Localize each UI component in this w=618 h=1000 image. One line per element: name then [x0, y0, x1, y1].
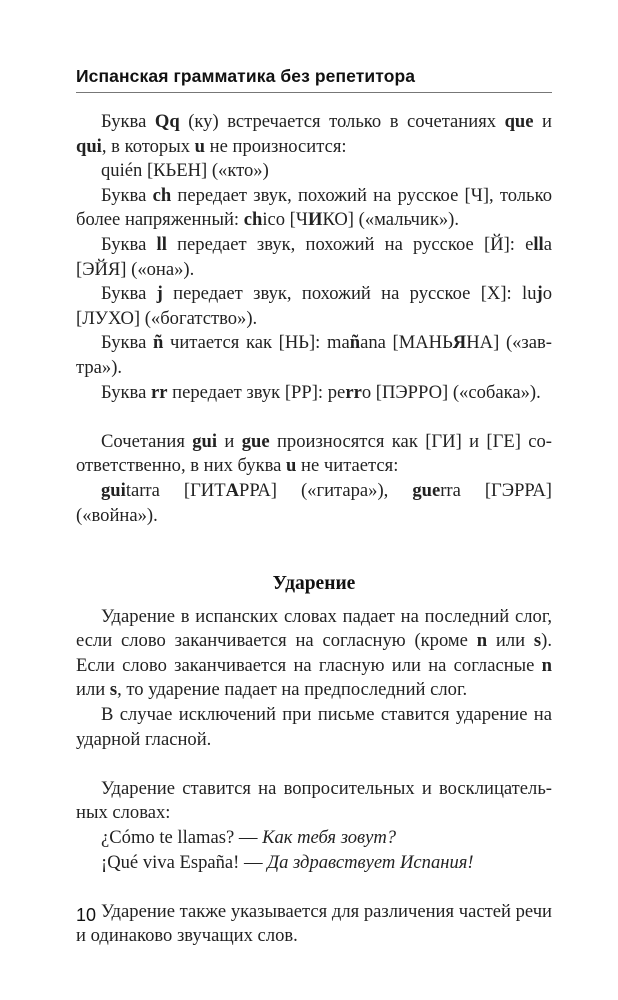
spacer: [76, 528, 552, 572]
text: Буква: [101, 233, 157, 255]
text: КО] («мальчик»).: [322, 209, 460, 231]
text: [ЭЙЯ] («она»).: [76, 258, 195, 280]
bold-term: gue: [412, 479, 441, 501]
text: ,: [101, 135, 107, 157]
bold-term: n: [476, 630, 488, 652]
bold-term: j: [156, 283, 163, 305]
header-rule: [76, 92, 552, 93]
text: [ЛУХО] («богатство»).: [76, 307, 258, 329]
spacer: [76, 875, 552, 900]
text: a: [543, 233, 552, 255]
bold-term: qui: [76, 135, 102, 157]
paragraph-exceptions: В случае исключений при письме ставится ударение на ударной гласной.: [76, 704, 552, 750]
bold-term: ch: [152, 184, 172, 206]
spanish-text: ¡Qué viva España! —: [101, 851, 268, 873]
text: , то ударение падает на предпоследний слог.: [117, 679, 468, 701]
spanish-text: ¿Cómo te llamas? —: [101, 827, 263, 849]
text: Буква: [101, 111, 155, 132]
text: или: [487, 630, 534, 652]
paragraph-interrogatives: Ударение ставится на вопросительных и восклицатель-ных словах:: [76, 777, 552, 824]
text: [ГИТ: [159, 479, 226, 501]
bold-term: rr: [150, 381, 168, 403]
paragraph-gui-gue: [76, 430, 552, 479]
paragraph-n-tilde: [76, 331, 552, 380]
text: ma: [327, 332, 350, 354]
spacer: [76, 405, 552, 430]
bold-term: rr: [345, 381, 362, 403]
text: ). Если слово заканчивается на гласную или на согласные: [76, 630, 552, 676]
paragraph-parts-of-speech: Ударение также указывается для различения частей речи и одинаково звучащих слов.: [76, 900, 552, 947]
text: передает звук, похожий на русское [Х]:: [162, 283, 523, 305]
text: и: [533, 111, 552, 132]
paragraph-stress-rule: [76, 605, 552, 703]
bold-term: gui: [192, 430, 218, 452]
running-head: Испанская грамматика без репетитора: [76, 66, 416, 86]
stressed-letter: Я: [452, 332, 467, 354]
page-number: 10: [76, 905, 97, 925]
bold-term: s: [533, 630, 542, 652]
text: ico: [262, 209, 286, 231]
text: o: [361, 381, 372, 403]
text: передает звук, похожий на русское [Ч], только более напряженный:: [76, 184, 552, 231]
text: e: [525, 233, 534, 255]
stressed-letter: А: [225, 479, 240, 501]
text: читается как [НЬ]:: [163, 332, 327, 354]
bold-term: j: [536, 283, 543, 305]
text: или: [76, 679, 110, 701]
text: rra: [440, 479, 461, 501]
text: Сочетания: [101, 430, 193, 452]
text: в которых: [111, 135, 195, 157]
bold-term: n: [541, 654, 552, 676]
bold-term: ch: [243, 209, 263, 231]
bold-term: Qq: [154, 111, 180, 132]
text: tarra: [125, 479, 160, 501]
text: не произносится:: [205, 135, 347, 157]
text: Буква: [101, 332, 153, 354]
bold-term: ñ: [349, 332, 361, 354]
paragraph-ll: [76, 233, 552, 282]
text: РРА] («гитара»),: [239, 479, 413, 501]
bold-term: gui: [101, 479, 126, 501]
translation: Как тебя зовут?: [262, 827, 397, 849]
section-title: Ударение: [272, 573, 356, 595]
text: [ГЭРРА] («война»).: [76, 479, 552, 526]
bold-term: u: [286, 455, 297, 477]
text: o: [542, 283, 552, 305]
text: Буква: [101, 283, 157, 305]
text: НА] («зав-тра»).: [76, 332, 552, 378]
text: передает звук, похожий на русское [Й]:: [166, 233, 526, 255]
spacer: [76, 752, 552, 777]
example-guitarra-guerra: [76, 479, 552, 528]
bold-term: ll: [156, 233, 167, 255]
paragraph-qq: [76, 110, 552, 159]
text: lu: [522, 283, 537, 305]
text: pe: [327, 381, 346, 403]
text: (ку) встречается только в сочетаниях: [179, 111, 505, 132]
paragraph-rr: [76, 381, 552, 406]
stressed-letter: И: [307, 209, 323, 231]
bold-term: gue: [241, 430, 270, 452]
bold-term: ll: [533, 233, 544, 255]
example-quien: quién [КЬЕН] («кто»): [101, 160, 269, 182]
example-viva-espana: [76, 851, 552, 876]
text: [МАНЬ: [385, 332, 453, 354]
bold-term: s: [109, 679, 118, 701]
bold-term: ñ: [153, 332, 164, 354]
text: и: [217, 430, 242, 452]
paragraph-j: [76, 282, 552, 331]
text: [ПЭРРО] («собака»).: [371, 381, 541, 403]
bold-term: u: [194, 135, 205, 157]
translation: Да здравствует Испания!: [267, 851, 474, 873]
paragraph-ch: [76, 184, 552, 233]
text: не читается:: [296, 455, 399, 477]
text: Ударение в испанских словах падает на последний слог, если слово заканчивается на согласную (кроме: [76, 605, 552, 652]
text: передает звук [РР]:: [167, 381, 328, 403]
text: Буква: [101, 184, 153, 206]
page-body: [76, 110, 552, 949]
text: [Ч: [285, 209, 308, 231]
bold-term: que: [504, 111, 534, 132]
text: ana: [360, 332, 386, 354]
example-como-te-llamas: [76, 826, 552, 851]
text: произносятся как [ГИ] и [ГЕ] со-ответственно, в них буква: [76, 430, 552, 477]
text: Буква: [101, 381, 151, 403]
